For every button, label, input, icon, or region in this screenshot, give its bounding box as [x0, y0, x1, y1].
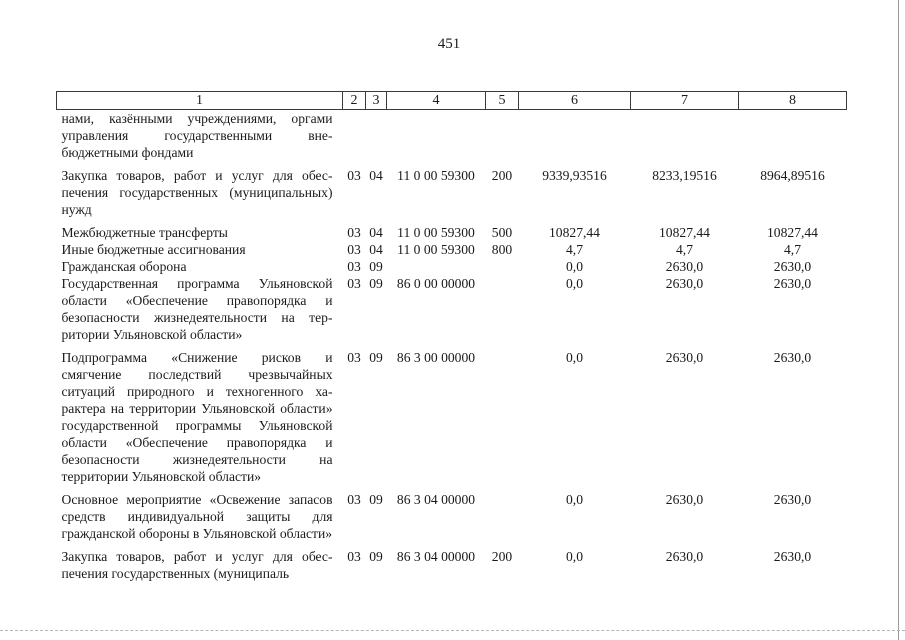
row-amount-col7: 2630,0 — [665, 259, 704, 274]
column-header-2: 2 — [343, 92, 366, 110]
row-subsection: 09 — [369, 492, 383, 507]
table-row — [57, 343, 847, 485]
row-name: Иные бюджетные ассигнования — [61, 242, 246, 257]
row-expense-type: 500 — [491, 225, 513, 240]
budget-table — [56, 91, 847, 582]
row-target-article — [387, 110, 486, 162]
row-target-article — [387, 258, 486, 275]
row-amount-col7: 2630,0 — [665, 549, 704, 564]
row-subsection: 09 — [369, 259, 383, 274]
row-amount-col8: 2630,0 — [773, 492, 812, 507]
row-section: 03 — [347, 492, 361, 507]
row-amount-col6: 10827,44 — [549, 225, 600, 240]
row-section — [343, 110, 366, 162]
column-header-3: 3 — [366, 92, 387, 110]
row-name: Основное мероприятие «Освежение запасов средств индивидуальной защиты для гражданской обороны в Ульяновской области» — [61, 492, 333, 541]
row-amount-col6: 4,7 — [566, 242, 583, 257]
row-amount-col6: 0,0 — [566, 259, 583, 274]
row-expense-type — [486, 485, 519, 542]
table-header — [57, 92, 847, 110]
row-name: Закупка товаров, работ и услуг для обеспечения государственных (муниципаль — [61, 549, 333, 581]
row-amount-col7 — [631, 110, 739, 162]
row-target-article: 11 0 00 59300 — [397, 225, 475, 240]
row-amount-col6: 9339,93516 — [542, 168, 607, 183]
row-expense-type — [486, 343, 519, 485]
table-row — [57, 218, 847, 241]
row-section: 03 — [347, 259, 361, 274]
row-amount-col8: 2630,0 — [773, 350, 812, 365]
column-header-6: 6 — [519, 92, 631, 110]
table-row — [57, 542, 847, 582]
row-expense-type — [486, 258, 519, 275]
row-expense-type — [486, 275, 519, 343]
row-amount-col7: 8233,19516 — [652, 168, 717, 183]
row-amount-col7: 4,7 — [676, 242, 693, 257]
row-expense-type: 800 — [491, 242, 513, 257]
table-row — [57, 110, 847, 162]
row-expense-type: 200 — [491, 168, 513, 183]
row-amount-col8: 10827,44 — [767, 225, 818, 240]
table-row — [57, 258, 847, 275]
row-amount-col7: 10827,44 — [659, 225, 710, 240]
row-section: 03 — [347, 242, 361, 257]
column-header-7: 7 — [631, 92, 739, 110]
row-section: 03 — [347, 276, 361, 291]
row-amount-col7: 2630,0 — [665, 276, 704, 291]
row-amount-col7: 2630,0 — [665, 350, 704, 365]
row-name: Гражданская оборона — [61, 259, 187, 274]
row-subsection: 04 — [369, 242, 383, 257]
row-name: Межбюджетные трансферты — [61, 225, 228, 240]
row-target-article: 86 0 00 00000 — [396, 276, 476, 291]
page-edge-bottom — [0, 630, 905, 631]
row-target-article: 11 0 00 59300 — [397, 168, 475, 183]
row-name: Подпрограмма «Снижение рисков и смягчение последствий чрезвычайных ситуаций природного и техногенного характера на территории Ульяновской области» государственной программы Ульяновской области «Обеспечение правопорядка и безопасности жизнедеятельности на территории Ульяновской области» — [61, 350, 333, 484]
page-edge-right — [898, 0, 899, 640]
column-header-8: 8 — [739, 92, 847, 110]
row-amount-col8: 2630,0 — [773, 549, 812, 564]
row-target-article: 86 3 00 00000 — [396, 350, 476, 365]
row-amount-col8: 8964,89516 — [760, 168, 825, 183]
row-amount-col7: 2630,0 — [665, 492, 704, 507]
row-amount-col6: 0,0 — [566, 276, 583, 291]
table-body — [57, 110, 847, 583]
row-name: Государственная программа Ульяновской области «Обеспечение правопорядка и безопасности жизнедеятельности на территории Ульяновской области» — [61, 276, 333, 342]
row-subsection: 04 — [369, 168, 383, 183]
row-subsection — [366, 110, 387, 162]
row-expense-type — [486, 110, 519, 162]
row-target-article: 86 3 04 00000 — [396, 492, 476, 507]
table-row — [57, 485, 847, 542]
column-header-1: 1 — [57, 92, 343, 110]
row-amount-col8: 4,7 — [784, 242, 801, 257]
row-target-article: 86 3 04 00000 — [396, 549, 476, 564]
row-section: 03 — [347, 549, 361, 564]
row-section: 03 — [347, 225, 361, 240]
row-amount-col8: 2630,0 — [773, 259, 812, 274]
header-row — [57, 92, 847, 110]
table-row — [57, 275, 847, 343]
row-amount-col8: 2630,0 — [773, 276, 812, 291]
row-subsection: 09 — [369, 350, 383, 365]
row-section: 03 — [347, 350, 361, 365]
row-amount-col8 — [739, 110, 847, 162]
row-amount-col6: 0,0 — [566, 492, 583, 507]
row-subsection: 04 — [369, 225, 383, 240]
table-row — [57, 241, 847, 258]
page-number: 451 — [437, 36, 461, 52]
row-amount-col6: 0,0 — [566, 350, 583, 365]
row-expense-type: 200 — [491, 549, 513, 564]
row-name: нами, казёнными учреждениями, оргами управления государственными внебюджетными фондами — [61, 111, 333, 160]
row-section: 03 — [347, 168, 361, 183]
table-row — [57, 161, 847, 218]
column-header-4: 4 — [387, 92, 486, 110]
row-target-article: 11 0 00 59300 — [397, 242, 475, 257]
row-subsection: 09 — [369, 276, 383, 291]
row-amount-col6: 0,0 — [566, 549, 583, 564]
row-amount-col6 — [519, 110, 631, 162]
column-header-5: 5 — [486, 92, 519, 110]
row-subsection: 09 — [369, 549, 383, 564]
row-name: Закупка товаров, работ и услуг для обеспечения государственных (муниципальных) нужд — [61, 168, 333, 217]
